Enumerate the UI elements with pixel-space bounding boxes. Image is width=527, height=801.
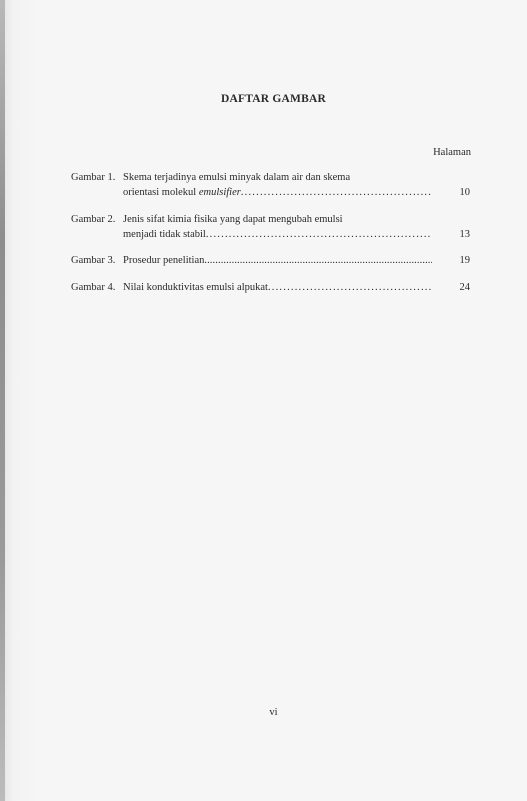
figure-list-item	[71, 280, 470, 295]
figure-caption-text: orientasi molekul	[123, 187, 199, 198]
figure-page-number: 13	[459, 229, 470, 240]
figure-entry-line	[71, 227, 470, 242]
dot-leader	[206, 227, 432, 242]
figure-number: Gambar 2.	[71, 214, 116, 225]
figure-caption-italic-term: emulsifier	[198, 187, 241, 198]
figure-page-number: 24	[459, 282, 470, 293]
figure-entry-line	[71, 212, 470, 227]
dot-leader	[268, 280, 432, 295]
figure-number: Gambar 3.	[71, 255, 116, 266]
figure-caption-line: menjadi tidak stabil	[123, 229, 206, 240]
figure-caption-line	[123, 185, 241, 200]
dot-leader	[241, 185, 432, 200]
figure-entry-line	[71, 170, 470, 185]
figure-page-number: 19	[459, 255, 470, 266]
page-number-footer: vi	[269, 707, 278, 718]
figure-list-item	[71, 253, 470, 268]
figure-entry-line	[71, 185, 470, 200]
page-column-header: Halaman	[433, 147, 471, 158]
figure-number: Gambar 1.	[71, 172, 116, 183]
figure-caption-line: Prosedur penelitian	[123, 255, 205, 266]
figure-entry-line	[71, 280, 470, 295]
figure-caption-line: Skema terjadinya emulsi minyak dalam air dan skema	[123, 172, 351, 183]
page-title: DAFTAR GAMBAR	[221, 93, 326, 105]
figure-entry-line	[71, 253, 470, 268]
figure-number: Gambar 4.	[71, 282, 116, 293]
figure-caption-line: Jenis sifat kimia fisika yang dapat mengubah emulsi	[123, 214, 343, 225]
figure-list-item	[71, 212, 470, 242]
figure-page-number: 10	[459, 187, 470, 198]
figure-caption-line: Nilai konduktivitas emulsi alpukat	[123, 282, 268, 293]
page-binding-edge	[0, 0, 5, 801]
figure-list-item	[71, 170, 470, 200]
dot-leader	[204, 253, 432, 268]
